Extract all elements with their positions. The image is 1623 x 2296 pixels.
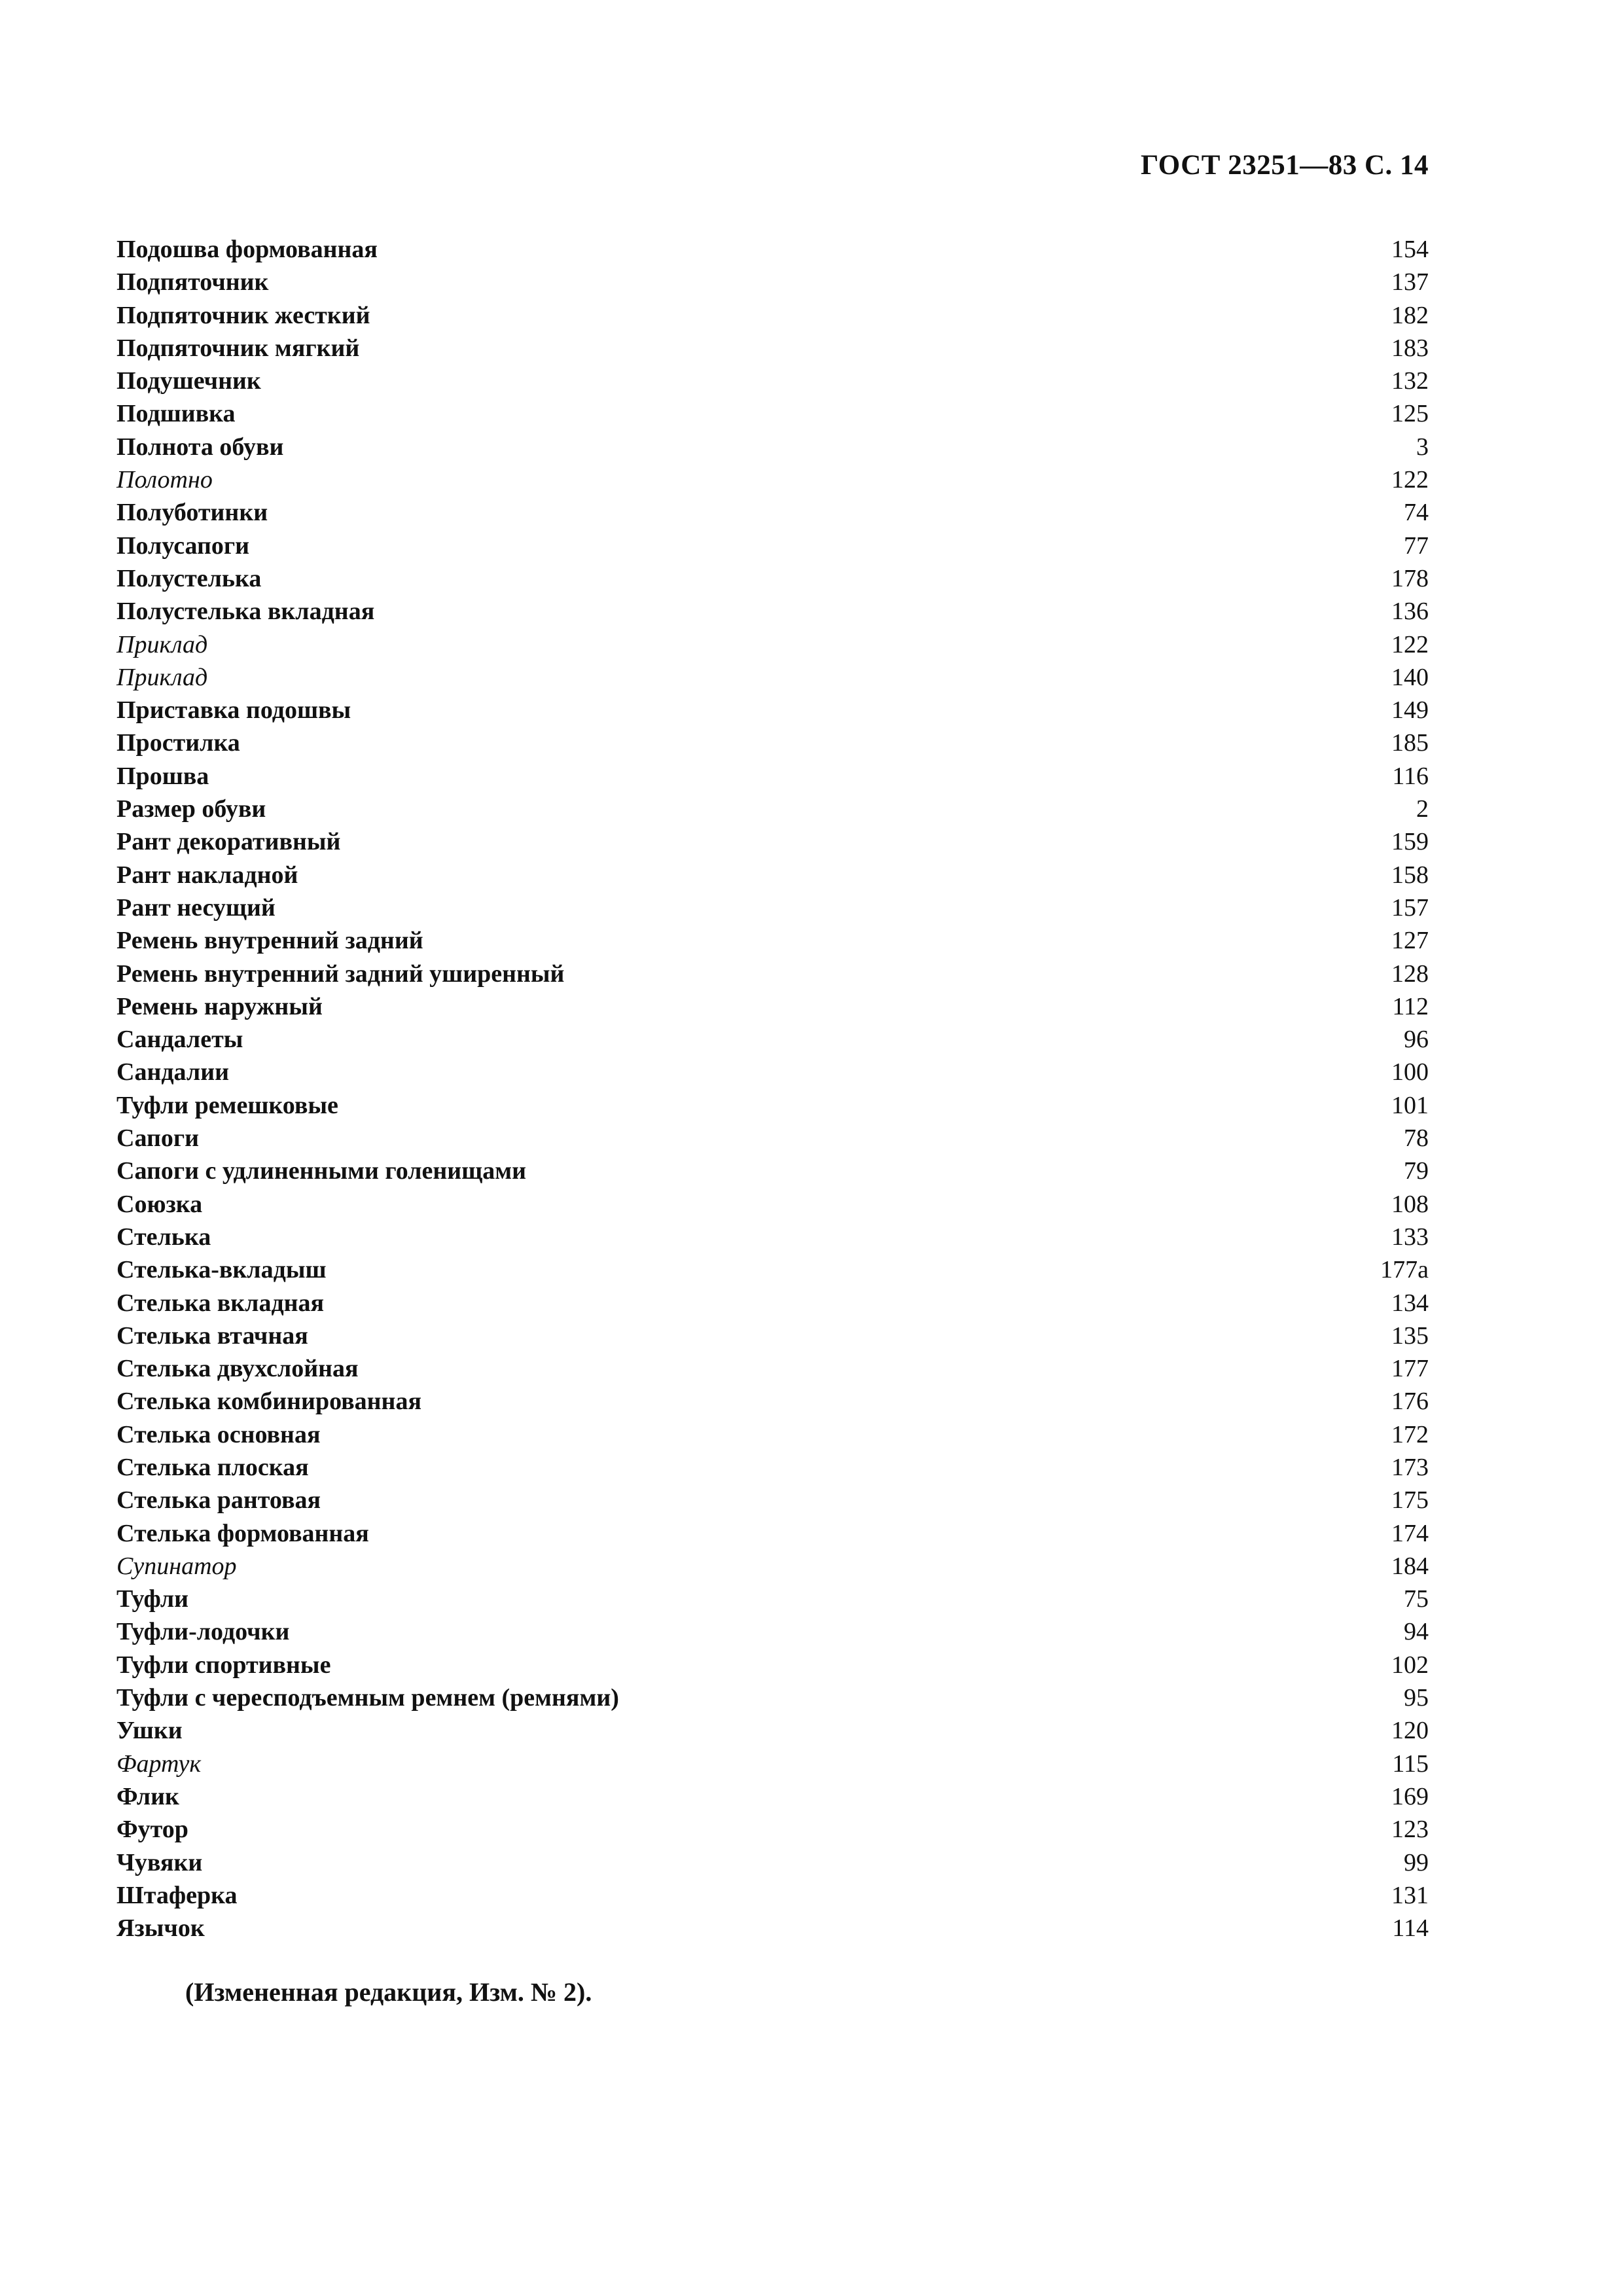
index-entry [116,431,1429,463]
index-entry [116,463,1429,496]
index-entry [116,1748,1429,1780]
index-entry [116,397,1429,430]
entry-number: 102 [1391,1651,1429,1679]
entry-number: 154 [1391,236,1429,263]
index-entry [116,332,1429,365]
entry-term: Полустелька вкладная [116,598,375,626]
index-entry [116,1714,1429,1747]
entry-number: 120 [1391,1717,1429,1745]
index-entry [116,365,1429,397]
index-entry [116,1188,1429,1221]
index-entry [116,1583,1429,1615]
entry-term: Приклад [116,630,208,658]
index-entry [116,661,1429,694]
index-entry [116,726,1429,759]
entry-term: Сапоги с удлиненными голенищами [116,1157,527,1185]
entry-term: Рант накладной [116,861,298,889]
entry-number: 77 [1404,531,1429,560]
entry-number: 136 [1391,598,1429,626]
index-entry [116,1550,1429,1583]
entry-number: 178 [1391,564,1429,592]
entry-number: 78 [1404,1124,1429,1153]
entry-term: Стелька комбинированная [116,1388,422,1416]
entry-number: 100 [1391,1058,1429,1086]
entry-number: 177 [1391,1355,1429,1383]
index-entry [116,1056,1429,1088]
entry-term: Союзка [116,1190,203,1218]
entry-term: Стелька [116,1223,211,1251]
entry-number: 135 [1391,1321,1429,1350]
entry-number: 174 [1391,1519,1429,1547]
index-entry [116,266,1429,298]
index-entry [116,1615,1429,1648]
index-entry [116,1813,1429,1846]
entry-number: 159 [1391,828,1429,856]
entry-number: 122 [1391,466,1429,494]
entry-term: Стелька вкладная [116,1289,325,1317]
entry-term: Подшивка [116,400,236,428]
entry-term: Полусапоги [116,531,250,560]
entry-term: Туфли ремешковые [116,1091,338,1119]
entry-number: 175 [1391,1486,1429,1515]
index-entry [116,1418,1429,1451]
entry-number: 137 [1391,268,1429,296]
index-entry [116,1649,1429,1681]
entry-term: Ушки [116,1717,183,1745]
index-entry [116,1287,1429,1319]
entry-term: Штаферка [116,1881,238,1909]
entry-term: Подушечник [116,367,261,395]
entry-term: Сапоги [116,1124,199,1153]
entry-term: Полуботинки [116,499,268,527]
entry-term: Стелька втачная [116,1321,308,1350]
entry-term: Полотно [116,466,213,494]
entry-number: 183 [1391,334,1429,362]
entry-term: Ремень наружный [116,992,323,1020]
entry-number: 133 [1391,1223,1429,1251]
entry-term: Туфли спортивные [116,1651,331,1679]
index-entry [116,299,1429,332]
index-entry [116,1221,1429,1253]
entry-term: Полнота обуви [116,433,284,461]
index-entry [116,1352,1429,1385]
entry-term: Стелька-вкладыш [116,1256,327,1284]
entry-number: 123 [1391,1816,1429,1844]
entry-number: 140 [1391,663,1429,691]
entry-number: 157 [1391,893,1429,922]
entry-number: 149 [1391,696,1429,725]
entry-number: 2 [1416,795,1429,823]
index-entry [116,496,1429,529]
index-entry [116,891,1429,924]
entry-term: Стелька формованная [116,1519,369,1547]
entry-term: Простилка [116,729,240,757]
entry-number: 114 [1392,1914,1429,1943]
page-header: ГОСТ 23251—83 С. 14 [1140,150,1429,181]
entry-number: 169 [1391,1782,1429,1810]
index-entry [116,1780,1429,1813]
index-entry [116,924,1429,957]
entry-term: Футор [116,1816,188,1844]
entry-number: 134 [1391,1289,1429,1317]
index-entry [116,990,1429,1023]
entry-number: 177а [1380,1256,1429,1284]
index-entry [116,1846,1429,1879]
index-entry [116,825,1429,858]
entry-number: 185 [1391,729,1429,757]
entry-term: Ремень внутренний задний уширенный [116,960,565,988]
entry-term: Рант декоративный [116,828,341,856]
index-entry [116,958,1429,990]
index-entry [116,1089,1429,1122]
entry-number: 158 [1391,861,1429,889]
index-entry [116,1385,1429,1418]
entry-number: 101 [1391,1091,1429,1119]
entry-term: Язычок [116,1914,205,1943]
entry-number: 182 [1391,301,1429,329]
entry-number: 115 [1392,1749,1429,1778]
index-entry [116,1023,1429,1056]
index-entry [116,628,1429,661]
index-entry [116,1681,1429,1714]
entry-number: 184 [1391,1552,1429,1580]
entry-term: Стелька двухслойная [116,1355,359,1383]
entry-number: 3 [1416,433,1429,461]
entry-term: Приклад [116,663,208,691]
entry-term: Подпяточник [116,268,269,296]
entry-number: 173 [1391,1453,1429,1481]
index-entry [116,529,1429,562]
entry-number: 172 [1391,1420,1429,1448]
entry-term: Ремень внутренний задний [116,927,423,955]
index-entry [116,694,1429,726]
index-entry [116,233,1429,266]
entry-term: Туфли-лодочки [116,1618,290,1646]
amendment-note: (Измененная редакция, Изм. № 2). [185,1977,592,2007]
entry-term: Приставка подошвы [116,696,351,725]
index-entry [116,1517,1429,1550]
index-entry [116,1879,1429,1912]
entry-number: 79 [1404,1157,1429,1185]
index-entry [116,859,1429,891]
entry-term: Размер обуви [116,795,266,823]
entry-number: 74 [1404,499,1429,527]
entry-term: Стелька плоская [116,1453,309,1481]
entry-term: Сандалии [116,1058,230,1086]
index-entry [116,1319,1429,1352]
index-entry [116,1451,1429,1484]
entry-term: Сандалеты [116,1026,243,1054]
entry-number: 75 [1404,1585,1429,1613]
entry-term: Фартук [116,1749,202,1778]
entry-number: 131 [1391,1881,1429,1909]
entry-term: Стелька основная [116,1420,321,1448]
entry-term: Прошва [116,762,209,790]
entry-term: Полустелька [116,564,262,592]
entry-term: Подошва формованная [116,236,378,263]
index-entry [116,1155,1429,1187]
entry-number: 128 [1391,960,1429,988]
term-index-list [116,233,1429,1945]
entry-term: Стелька рантовая [116,1486,321,1515]
entry-term: Чувяки [116,1848,203,1876]
entry-number: 116 [1392,762,1429,790]
entry-term: Рант несущий [116,893,276,922]
entry-term: Супинатор [116,1552,237,1580]
index-entry [116,1122,1429,1155]
entry-term: Подпяточник мягкий [116,334,360,362]
index-entry [116,760,1429,793]
entry-number: 108 [1391,1190,1429,1218]
entry-number: 94 [1404,1618,1429,1646]
entry-number: 127 [1391,927,1429,955]
index-entry [116,1253,1429,1286]
entry-number: 122 [1391,630,1429,658]
entry-number: 132 [1391,367,1429,395]
entry-term: Флик [116,1782,179,1810]
entry-term: Туфли с чересподъемным ремнем (ремнями) [116,1684,619,1712]
entry-term: Подпяточник жесткий [116,301,370,329]
index-entry [116,562,1429,595]
entry-term: Туфли [116,1585,189,1613]
entry-number: 96 [1404,1026,1429,1054]
entry-number: 176 [1391,1388,1429,1416]
index-entry [116,595,1429,628]
entry-number: 125 [1391,400,1429,428]
entry-number: 99 [1404,1848,1429,1876]
entry-number: 95 [1404,1684,1429,1712]
entry-number: 112 [1392,992,1429,1020]
index-entry [116,1484,1429,1516]
index-entry [116,793,1429,825]
index-entry [116,1912,1429,1945]
